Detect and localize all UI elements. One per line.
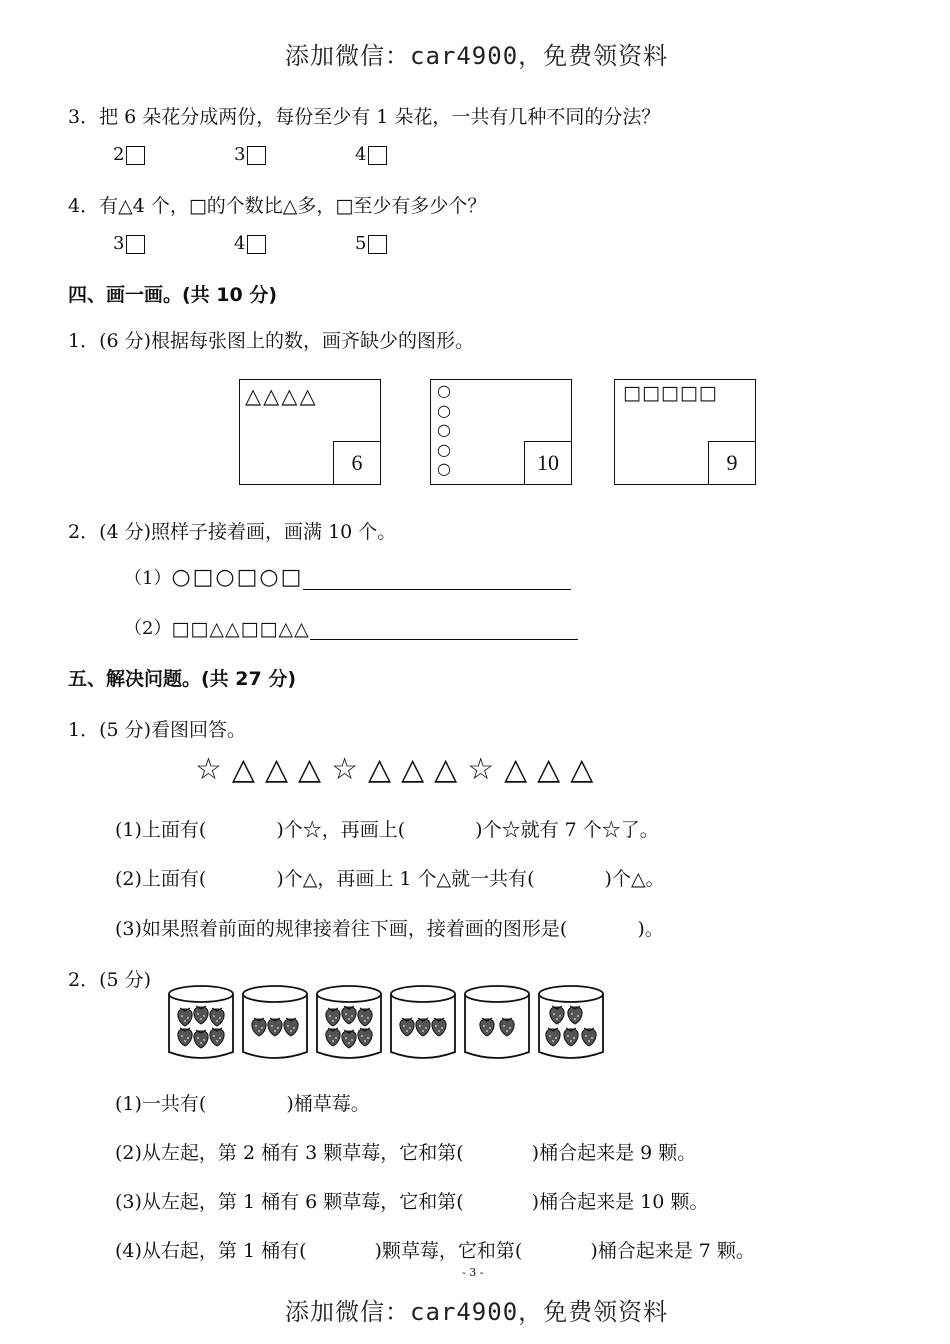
- checkbox[interactable]: [247, 146, 266, 165]
- bucket: [169, 986, 233, 1058]
- question-4: 4．有△4 个，□的个数比△多，□至少有多少个？: [68, 195, 487, 217]
- q3-option-1[interactable]: 2: [113, 144, 145, 165]
- pattern-row-2: [124, 614, 578, 640]
- pattern-label: （2）: [124, 618, 172, 639]
- q1-part-2: (2)上面有( )个△，再画上 1 个△就一共有( )个△。: [115, 868, 665, 890]
- pattern-shapes: □□△△□□△△: [171, 618, 310, 640]
- bucket: [539, 986, 603, 1058]
- checkbox[interactable]: [368, 235, 387, 254]
- bucket: [391, 986, 455, 1058]
- section-5-title: 五、解决问题。(共 27 分): [68, 668, 297, 690]
- drawing-box-3[interactable]: [614, 379, 756, 485]
- q2-part-3: (3)从左起，第 1 桶有 6 颗草莓，它和第( )桶合起来是 10 颗。: [115, 1191, 709, 1213]
- q4-option-1[interactable]: 3: [113, 233, 145, 254]
- checkbox[interactable]: [247, 235, 266, 254]
- section-5-question-1: 1．(5 分)看图回答。: [68, 719, 247, 741]
- q2-part-2: (2)从左起，第 2 桶有 3 颗草莓，它和第( )桶合起来是 9 颗。: [115, 1142, 697, 1164]
- section-4-question-1: 1．(6 分)根据每张图上的数，画齐缺少的图形。: [68, 330, 475, 352]
- q1-part-1: (1)上面有( )个☆，再画上( )个☆就有 7 个☆了。: [115, 819, 659, 841]
- q4-option-2[interactable]: 4: [234, 233, 266, 254]
- section-4-question-2: 2．(4 分)照样子接着画，画满 10 个。: [68, 521, 397, 543]
- q4-option-3[interactable]: 5: [355, 233, 387, 254]
- q3-option-2[interactable]: 3: [234, 144, 266, 165]
- box-number: 6: [333, 441, 381, 485]
- checkbox[interactable]: [126, 235, 145, 254]
- shape-sequence: ☆△△△☆△△△☆△△△: [195, 752, 604, 787]
- bucket: [243, 986, 307, 1058]
- box-number: 9: [708, 441, 756, 485]
- q2-part-4: (4)从右起，第 1 桶有( )颗草莓，它和第( )桶合起来是 7 颗。: [115, 1240, 755, 1262]
- bucket: [317, 986, 381, 1058]
- section-5-question-2: 2．(5 分): [68, 969, 152, 991]
- drawing-box-2[interactable]: [430, 379, 572, 485]
- pattern-row-1: [124, 564, 571, 590]
- watermark-bottom: 添加微信：car4900，免费领资料: [285, 1298, 669, 1326]
- drawing-box-1[interactable]: [239, 379, 381, 485]
- answer-line[interactable]: [303, 569, 571, 590]
- pattern-label: （1）: [124, 568, 172, 589]
- watermark-top: 添加微信：car4900，免费领资料: [285, 42, 669, 70]
- checkbox[interactable]: [126, 146, 145, 165]
- strawberry-buckets: [165, 980, 610, 1064]
- pattern-shapes: ○□○□○□: [171, 565, 304, 590]
- question-3: 3．把 6 朵花分成两份，每份至少有 1 朵花，一共有几种不同的分法？: [68, 106, 661, 128]
- box-shapes: □□□□□: [623, 382, 718, 404]
- answer-line[interactable]: [310, 619, 578, 640]
- box-number: 10: [524, 441, 572, 485]
- section-4-title: 四、画一画。(共 10 分): [68, 284, 278, 306]
- q2-part-1: (1)一共有( )桶草莓。: [115, 1093, 370, 1115]
- page-number: - 3 -: [462, 1266, 484, 1279]
- q3-option-3[interactable]: 4: [355, 144, 387, 165]
- box-shapes: △△△△: [245, 384, 318, 408]
- bucket: [465, 986, 529, 1058]
- checkbox[interactable]: [368, 146, 387, 165]
- q1-part-3: (3)如果照着前面的规律接着往下画，接着画的图形是( )。: [115, 918, 664, 940]
- box-shapes: ○○○○○: [437, 381, 451, 478]
